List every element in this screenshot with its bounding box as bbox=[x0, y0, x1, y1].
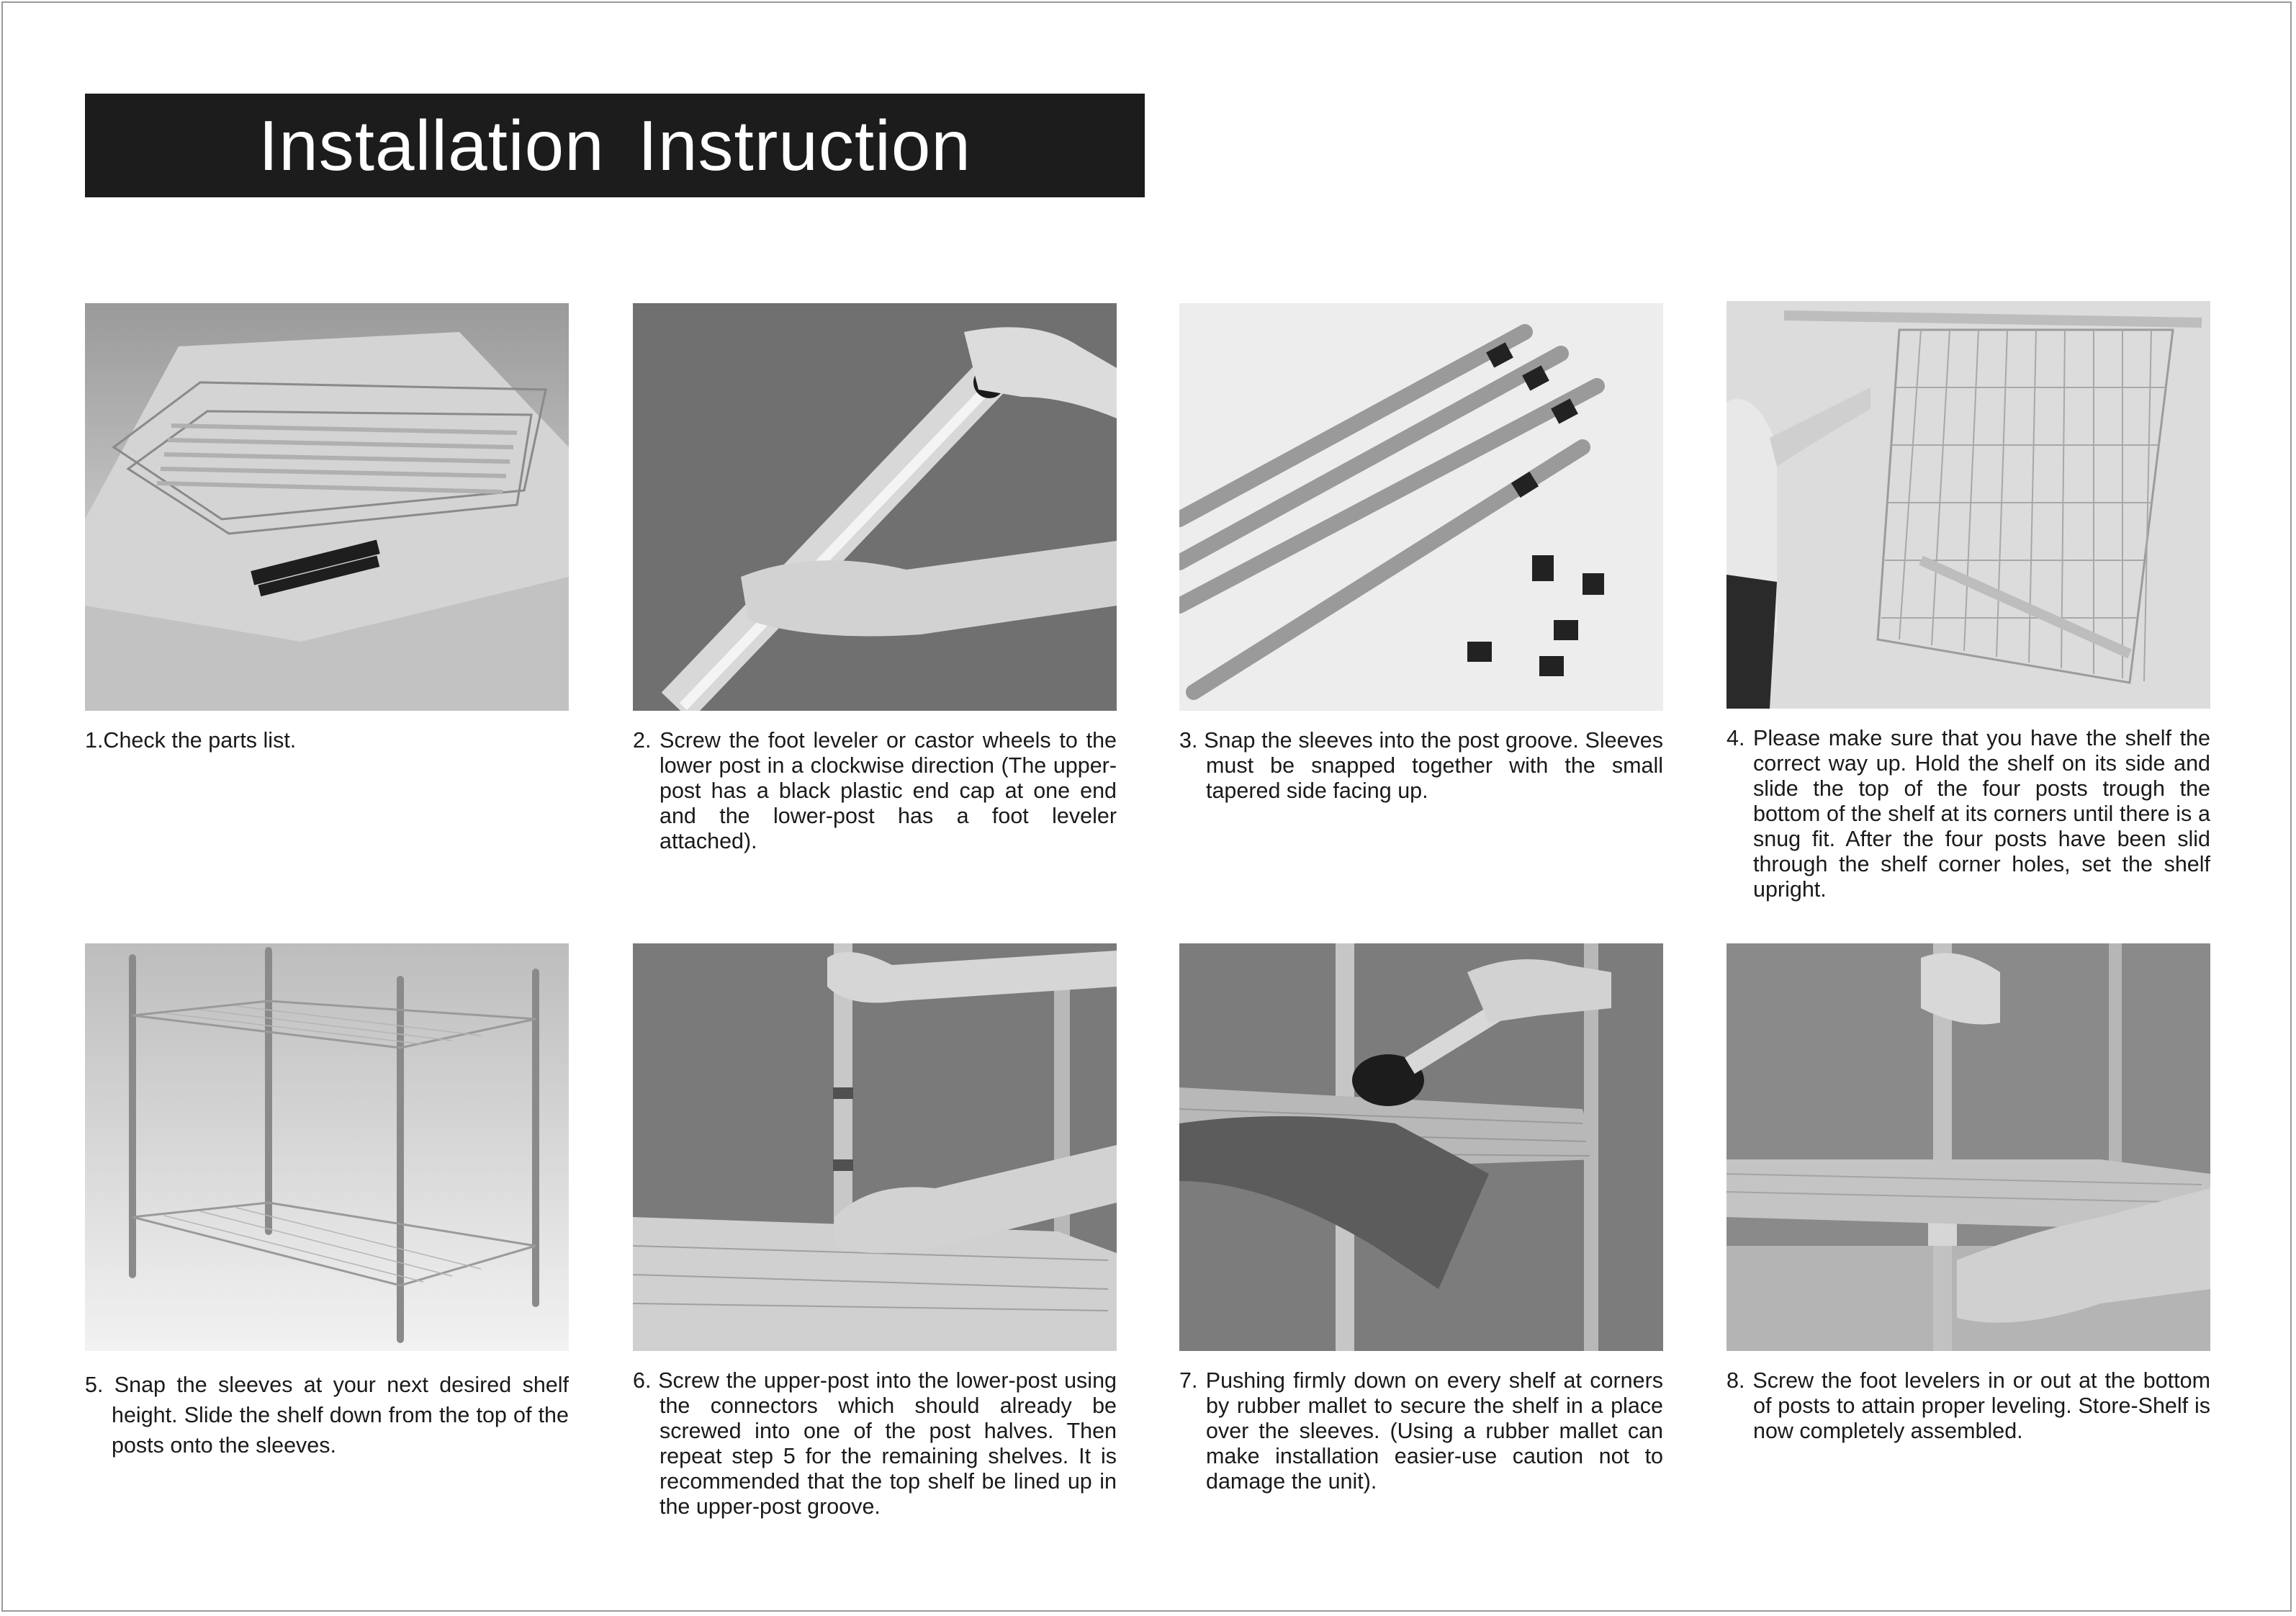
step-8-caption: 8. Screw the foot levelers in or out at the bottom of posts to attain proper leveling. Store-Shelf is now completely assembled. bbox=[1726, 1368, 2210, 1443]
posts-and-sleeves-photo bbox=[1179, 303, 1663, 711]
adjusting-foot-leveler-photo bbox=[1726, 943, 2210, 1351]
step-1-caption: 1.Check the parts list. bbox=[85, 728, 297, 753]
step-2-caption: 2. Screw the foot leveler or castor wheels to the lower post in a clockwise direction (The upper-post has a black plastic end cap at one end and the lower-post has a foot leveler attached). bbox=[633, 728, 1117, 853]
step-3 bbox=[1179, 303, 1663, 804]
joining-posts-photo bbox=[633, 943, 1117, 1351]
two-tier-shelf-photo bbox=[85, 943, 569, 1351]
step-2 bbox=[633, 303, 1117, 854]
step-7-caption: 7. Pushing firmly down on every shelf at corners by rubber mallet to secure the shelf in a place over the sleeves. (Using a rubber mallet can make installation easier-use caution not to damage the unit). bbox=[1179, 1368, 1663, 1494]
step-5-caption: 5. Snap the sleeves at your next desired shelf height. Slide the shelf down from the top of the posts onto the sleeves. bbox=[85, 1373, 569, 1458]
shelf-parts-box-photo bbox=[85, 303, 569, 711]
step-6-caption: 6. Screw the upper-post into the lower-post using the connectors which should already be screwed into one of the post halves. Then repeat step 5 for the remaining shelves. It is recommended that the top shelf be lined up in the upper-post groove. bbox=[633, 1368, 1117, 1519]
title-banner bbox=[85, 94, 1145, 197]
rubber-mallet-photo bbox=[1179, 943, 1663, 1351]
step-5 bbox=[85, 943, 569, 1460]
hands-screwing-post-photo bbox=[633, 303, 1117, 711]
step-4 bbox=[1726, 301, 2210, 902]
step-7 bbox=[1179, 943, 1663, 1494]
step-1 bbox=[85, 303, 569, 753]
page-title: Installation Instruction bbox=[258, 105, 971, 185]
step-8 bbox=[1726, 943, 2210, 1444]
step-4-caption: 4. Please make sure that you have the shelf the correct way up. Hold the shelf on its side and slide the top of the four posts trough the bottom of the shelf at its corners until there is a snug fit. After the four posts have been slid through the shelf corner holes, set the shelf upright. bbox=[1726, 726, 2210, 902]
sliding-posts-through-shelf-photo bbox=[1726, 301, 2210, 709]
step-6 bbox=[633, 943, 1117, 1520]
step-3-caption: 3. Snap the sleeves into the post groove. Sleeves must be snapped together with the small tapered side facing up. bbox=[1179, 728, 1663, 803]
